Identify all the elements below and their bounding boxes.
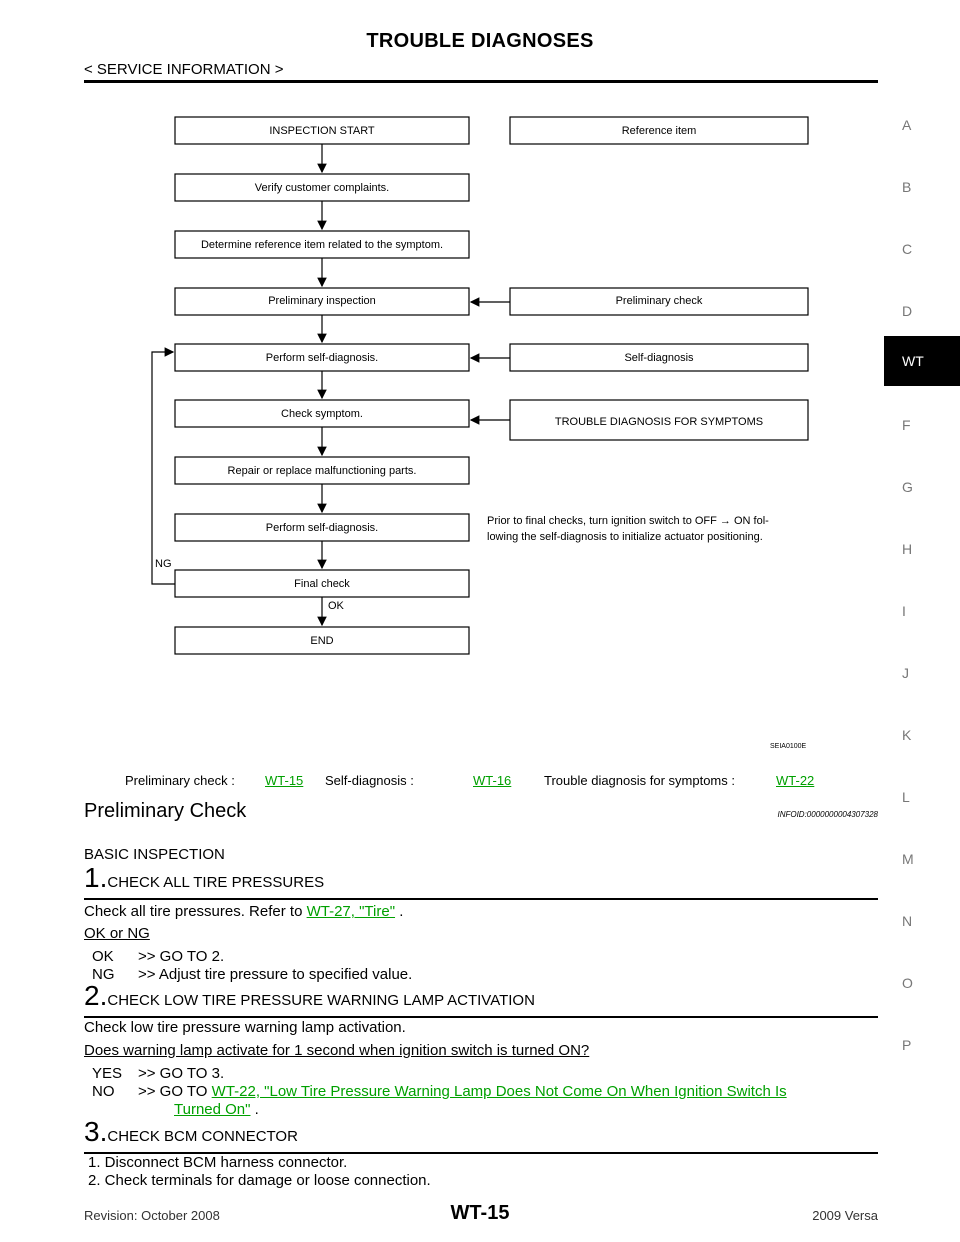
flow-repair: Repair or replace malfunctioning parts. — [227, 465, 417, 477]
step-2-result-no: NO >> GO TO WT-22, "Low Tire Pressure Warning Lamp Does Not Come On When Ignition Switch Is — [92, 1083, 787, 1100]
footer-revision: Revision: October 2008 — [84, 1208, 220, 1223]
step-1-number: 1. — [84, 862, 108, 893]
tab-n[interactable]: N — [902, 913, 913, 929]
tab-i[interactable]: I — [902, 603, 906, 619]
step-1-result-ok: OK >> GO TO 2. — [92, 948, 225, 965]
flow-inspection-start: INSPECTION START — [269, 125, 375, 137]
step-1-body-suffix: . — [395, 903, 404, 920]
flow-ng-label: NG — [155, 558, 172, 570]
tab-o[interactable]: O — [902, 975, 913, 991]
step-2-result-yes: YES >> GO TO 3. — [92, 1065, 225, 1082]
tab-g[interactable]: G — [902, 479, 913, 495]
flow-trouble-symptoms: TROUBLE DIAGNOSIS FOR SYMPTOMS — [554, 416, 764, 428]
step-2-rule — [84, 1016, 878, 1018]
flow-note-line2: lowing the self-diagnosis to initialize actuator positioning. — [487, 531, 763, 543]
section-title: Preliminary Check — [84, 800, 247, 822]
flow-preliminary-inspection: Preliminary inspection — [268, 295, 376, 307]
figure-code: SEIA0100E — [770, 743, 807, 750]
flow-ok-label: OK — [328, 600, 344, 612]
step-2-result-no-cont: Turned On" . — [174, 1101, 259, 1118]
flow-self-diagnosis-2: Perform self-diagnosis. — [265, 522, 379, 534]
step-1-body-text: Check all tire pressures. Refer to — [84, 903, 307, 920]
step-2-heading — [84, 980, 535, 1012]
flow-note-line1: Prior to final checks, turn ignition switch to OFF → ON fol- — [487, 515, 769, 527]
tab-l[interactable]: L — [902, 789, 910, 805]
step-1-result-ng: NG >> Adjust tire pressure to specified value. — [92, 966, 413, 983]
ref-self-diag-label: Self-diagnosis : — [325, 773, 414, 788]
tab-p[interactable]: P — [902, 1037, 912, 1053]
step-2-title: CHECK LOW TIRE PRESSURE WARNING LAMP ACTIVATION — [107, 992, 535, 1009]
tab-d[interactable]: D — [902, 303, 913, 319]
tab-f[interactable]: F — [902, 417, 911, 433]
flow-preliminary-check: Preliminary check — [615, 295, 703, 307]
flow-end: END — [310, 635, 334, 647]
tab-wt-active[interactable]: WT — [884, 336, 960, 386]
step-3-heading — [84, 1116, 298, 1148]
basic-inspection-heading: BASIC INSPECTION — [84, 846, 225, 863]
step-1-question: OK or NG — [84, 925, 150, 942]
footer-page-number: WT-15 — [450, 1202, 510, 1224]
flow-self-diagnosis-1: Perform self-diagnosis. — [265, 352, 379, 364]
step-3-item-1: 1. Disconnect BCM harness connector. — [88, 1154, 348, 1171]
step-2-link-cont[interactable]: Turned On" — [174, 1101, 251, 1118]
ref-self-diag-link[interactable]: WT-16 — [473, 773, 512, 788]
step-1-rule — [84, 898, 878, 900]
tab-c[interactable]: C — [902, 241, 913, 257]
step-1-link[interactable]: WT-27, "Tire" — [306, 903, 396, 920]
step-1-body — [84, 903, 403, 920]
flow-final-check: Final check — [294, 578, 350, 590]
tab-h[interactable]: H — [902, 541, 913, 557]
ref-preliminary-label: Preliminary check : — [125, 773, 235, 788]
tab-m[interactable]: M — [902, 851, 914, 867]
step-1-heading — [84, 862, 324, 894]
flow-verify: Verify customer complaints. — [254, 182, 390, 194]
step-3-title: CHECK BCM CONNECTOR — [107, 1128, 298, 1145]
info-id: INFOID:0000000004307328 — [777, 810, 878, 819]
tab-j[interactable]: J — [902, 665, 909, 681]
ref-preliminary-link[interactable]: WT-15 — [265, 773, 304, 788]
step-2-link[interactable]: WT-22, "Low Tire Pressure Warning Lamp Does Not Come On When Ignition Switch Is — [211, 1083, 787, 1100]
step-3-number: 3. — [84, 1116, 108, 1147]
tab-b[interactable]: B — [902, 179, 912, 195]
ref-symptoms-link[interactable]: WT-22 — [776, 773, 815, 788]
page-header-subtitle: < SERVICE INFORMATION > — [84, 61, 284, 78]
step-2-question: Does warning lamp activate for 1 second when ignition switch is turned ON? — [84, 1042, 590, 1059]
flow-reference-item: Reference item — [621, 125, 697, 137]
step-2-number: 2. — [84, 980, 108, 1011]
tab-a[interactable]: A — [902, 117, 912, 133]
step-2-body: Check low tire pressure warning lamp activation. — [84, 1019, 406, 1036]
flow-self-diagnosis-ref: Self-diagnosis — [624, 352, 694, 364]
tab-k[interactable]: K — [902, 727, 912, 743]
ref-symptoms-label: Trouble diagnosis for symptoms : — [544, 773, 735, 788]
step-3-item-2: 2. Check terminals for damage or loose connection. — [88, 1172, 431, 1189]
flow-determine: Determine reference item related to the symptom. — [200, 239, 444, 251]
page-header-title: TROUBLE DIAGNOSES — [366, 30, 594, 52]
step-1-title: CHECK ALL TIRE PRESSURES — [107, 874, 325, 891]
footer-model: 2009 Versa — [812, 1208, 878, 1223]
flow-check-symptom: Check symptom. — [281, 408, 363, 420]
